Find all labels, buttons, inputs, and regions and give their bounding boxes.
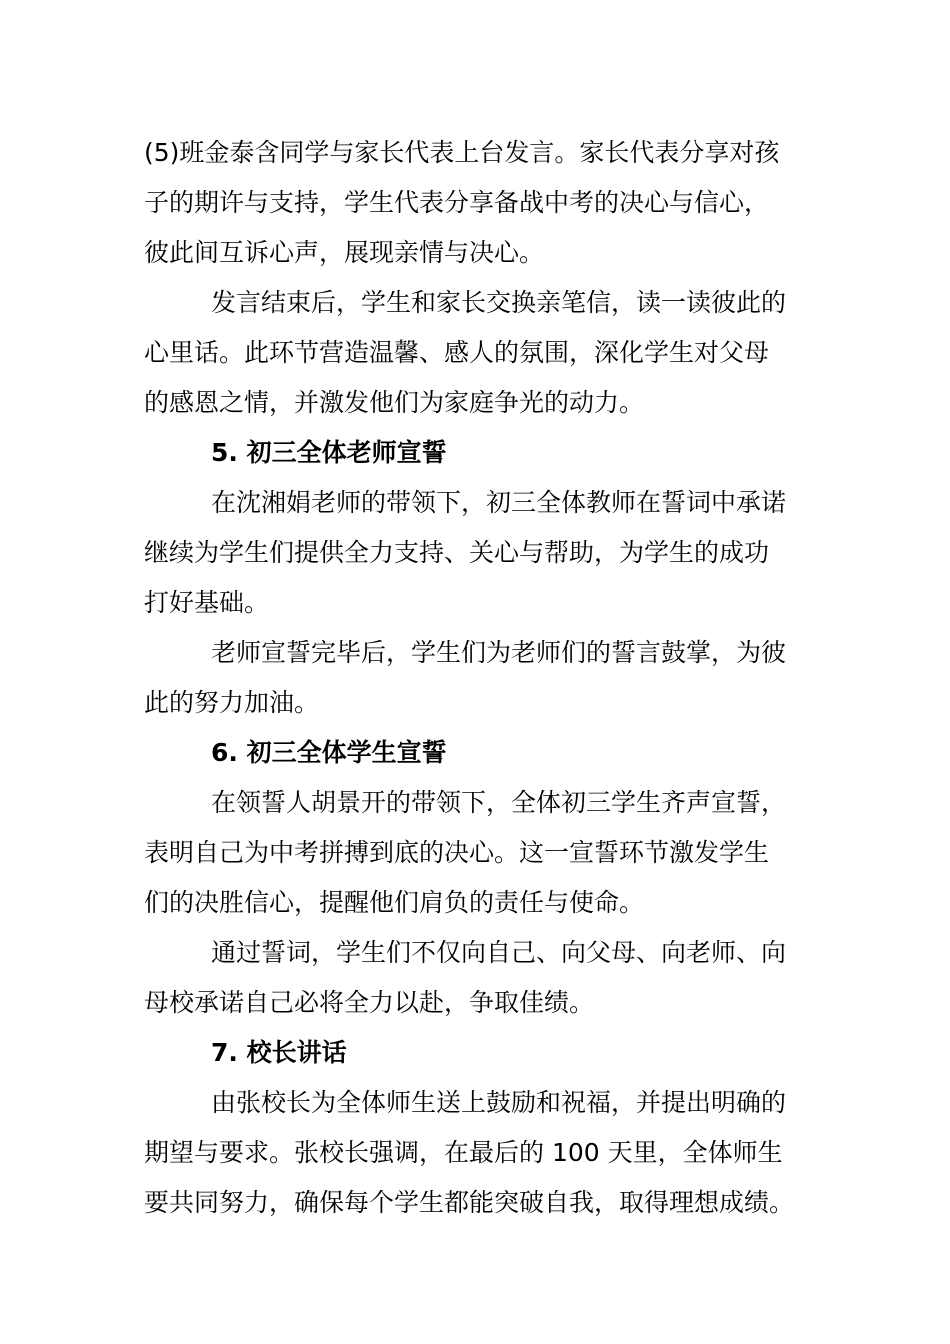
text-line: 期望与要求。张校长强调，在最后的 100 天里，全体师生 — [144, 1138, 783, 1167]
text-line: 们的决胜信心，提醒他们肩负的责任与使命。 — [144, 888, 645, 917]
text-line: 继续为学生们提供全力支持、关心与帮助，为学生的成功 — [144, 538, 770, 567]
text-line: 子的期许与支持，学生代表分享备战中考的决心与信心， — [144, 188, 770, 217]
document-body — [144, 128, 804, 1228]
text-line: 彼此间互诉心声，展现亲情与决心。 — [144, 238, 545, 267]
text-line: (5)班金泰含同学与家长代表上台发言。家长代表分享对孩 — [144, 138, 780, 167]
text-line: 心里话。此环节营造温馨、感人的氛围，深化学生对父母 — [144, 338, 770, 367]
text-line: 打好基础。 — [144, 588, 270, 617]
section-heading: 7. 校长讲话 — [211, 1038, 347, 1067]
section-heading: 5. 初三全体老师宣誓 — [211, 438, 447, 467]
text-line: 发言结束后，学生和家长交换亲笔信，读一读彼此的 — [211, 288, 787, 317]
text-line: 母校承诺自己必将全力以赴，争取佳绩。 — [144, 988, 595, 1017]
text-line: 的感恩之情，并激发他们为家庭争光的动力。 — [144, 388, 645, 417]
text-line: 通过誓词，学生们不仅向自己、向父母、向老师、向 — [211, 938, 787, 967]
text-line: 在领誓人胡景开的带领下，全体初三学生齐声宣誓， — [211, 788, 787, 817]
text-line: 由张校长为全体师生送上鼓励和祝福，并提出明确的 — [211, 1088, 787, 1117]
text-line: 老师宣誓完毕后，学生们为老师们的誓言鼓掌，为彼 — [211, 638, 787, 667]
text-line: 此的努力加油。 — [144, 688, 320, 717]
text-line: 表明自己为中考拼搏到底的决心。这一宣誓环节激发学生 — [144, 838, 770, 867]
text-line: 要共同努力，确保每个学生都能突破自我，取得理想成绩。 — [144, 1188, 795, 1217]
text-line: 在沈湘娟老师的带领下，初三全体教师在誓词中承诺 — [211, 488, 787, 517]
section-heading: 6. 初三全体学生宣誓 — [211, 738, 447, 767]
